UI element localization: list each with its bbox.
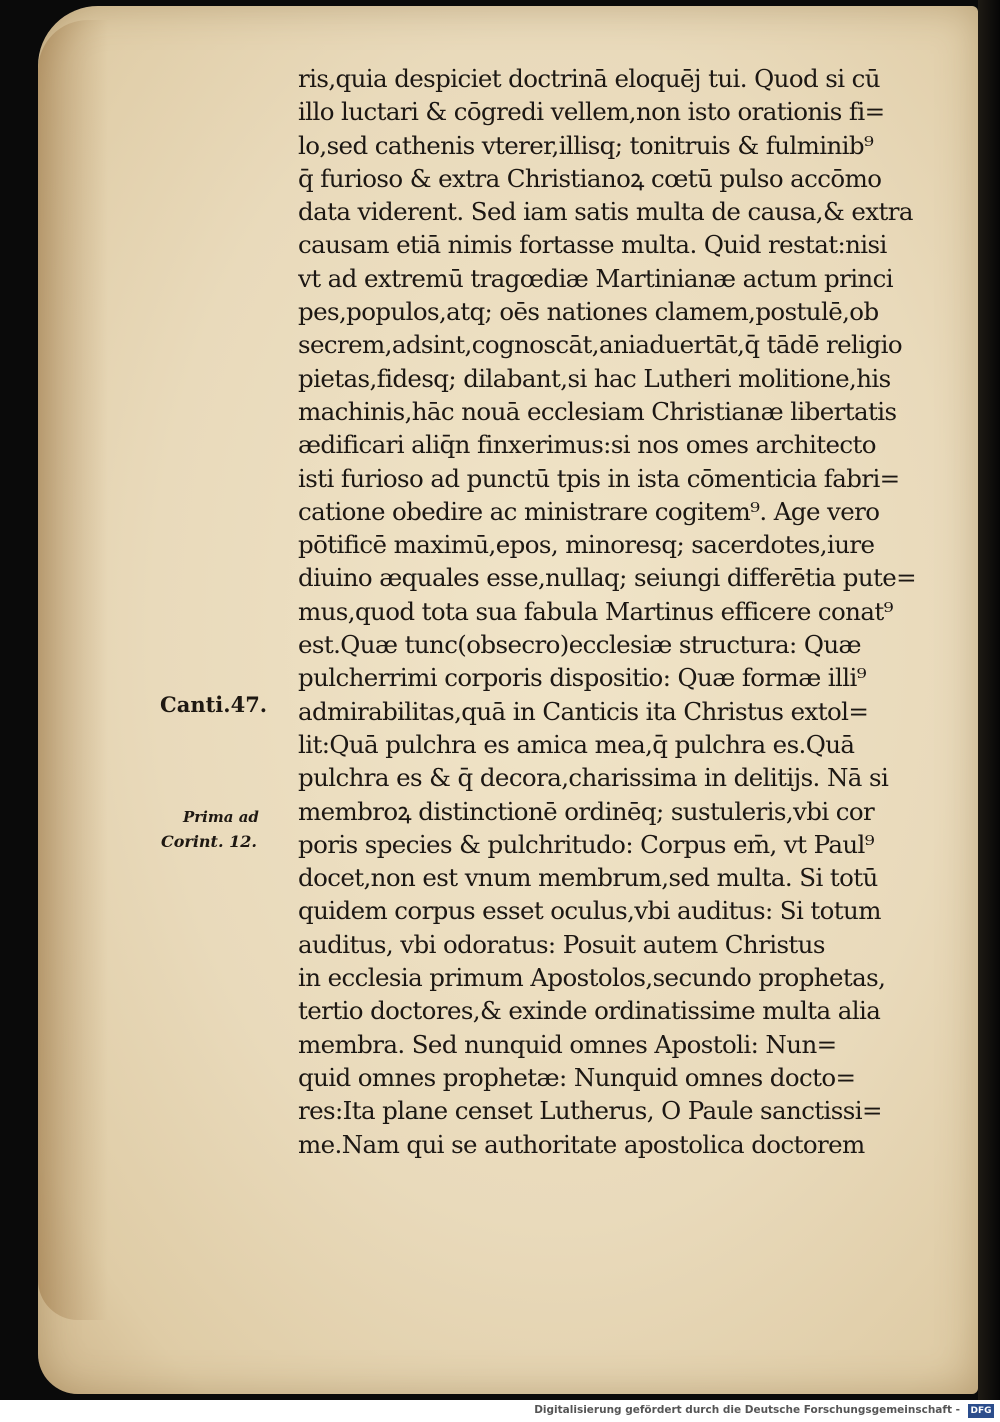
text-line: pulchra es & q̄ decora,charissima in delitijs. Nā si <box>298 763 889 793</box>
body-text <box>298 62 923 1161</box>
marginal-note-canticles: Canti.47. <box>160 692 268 717</box>
text-line: pietas,fidesq; dilabant,si hac Lutheri molitione,his <box>298 363 891 393</box>
text-line: lit:Quā pulchra es amica mea,q̄ pulchra es.Quā <box>298 729 855 759</box>
text-line: membra. Sed nunquid omnes Apostoli: Nun= <box>298 1029 837 1059</box>
text-line: auditus, vbi odoratus: Posuit autem Christus <box>298 929 825 959</box>
marginal-note-prima: Prima ad <box>183 808 259 826</box>
marginal-note-corinthians: Corint. 12. <box>161 832 257 851</box>
text-line: poris species & pulchritudo: Corpus em̄, vt Paul⁹ <box>298 829 874 859</box>
text-line: data viderent. Sed iam satis multa de causa,& extra <box>298 197 913 227</box>
text-line: isti furioso ad punctū tpis in ista cōmenticia fabri= <box>298 463 900 493</box>
text-line: admirabilitas,quā in Canticis ita Christus extol= <box>298 696 869 726</box>
scan-edge-shadow <box>978 0 1000 1400</box>
text-line: quid omnes prophetæ: Nunquid omnes docto= <box>298 1062 856 1092</box>
text-line: lo,sed cathenis vterer,illisq; tonitruis & fulminib⁹ <box>298 130 874 160</box>
footer-bar <box>0 1400 1000 1422</box>
text-line: q̄ furioso & extra Christianoꝝ cœtū pulso accōmo <box>298 163 882 193</box>
text-line: tertio doctores,& exinde ordinatissime multa alia <box>298 996 881 1026</box>
text-line: me.Nam qui se authoritate apostolica doctorem <box>298 1129 865 1159</box>
text-line: vt ad extremū tragœdiæ Martinianæ actum princi <box>298 263 893 293</box>
text-line: catione obedire ac ministrare cogitem⁹. Age vero <box>298 496 880 526</box>
text-line: ris,quia despiciet doctrinā eloquēj tui. Quod si cū <box>298 64 880 93</box>
text-line: membroꝝ distinctionē ordinēq; sustuleris,vbi cor <box>298 796 875 826</box>
text-line: secrem,adsint,cognoscāt,aniaduertāt,q̄ tādē religio <box>298 330 902 360</box>
text-line: causam etiā nimis fortasse multa. Quid restat:nisi <box>298 230 887 260</box>
text-line: diuino æquales esse,nullaq; seiungi differētia pute= <box>298 563 917 593</box>
funding-credit: Digitalisierung gefördert durch die Deutsche Forschungsgemeinschaft - <box>534 1404 960 1416</box>
text-line: in ecclesia primum Apostolos,secundo prophetas, <box>298 963 886 993</box>
text-line: illo luctari & cōgredi vellem,non isto orationis fi= <box>298 97 885 127</box>
text-line: ædificari aliq̄n finxerimus:si nos omes architecto <box>298 430 876 460</box>
text-line: quidem corpus esset oculus,vbi auditus: Si totum <box>298 896 881 926</box>
text-line: res:Ita plane censet Lutherus, O Paule sanctissi= <box>298 1096 882 1126</box>
text-line: docet,non est vnum membrum,sed multa. Si totū <box>298 863 878 893</box>
text-line: est.Quæ tunc(obsecro)ecclesiæ structura: Quæ <box>298 630 861 660</box>
text-line: machinis,hāc nouā ecclesiam Christianæ libertatis <box>298 396 897 426</box>
text-line: pōtificē maximū,epos, minoresq; sacerdotes,iure <box>298 530 875 560</box>
text-line: pulcherrimi corporis dispositio: Quæ formæ illi⁹ <box>298 663 866 693</box>
dfg-logo-icon: DFG <box>968 1404 994 1418</box>
text-line: mus,quod tota sua fabula Martinus efficere conat⁹ <box>298 596 893 626</box>
text-line: pes,populos,atq; oēs nationes clamem,postulē,ob <box>298 297 879 327</box>
